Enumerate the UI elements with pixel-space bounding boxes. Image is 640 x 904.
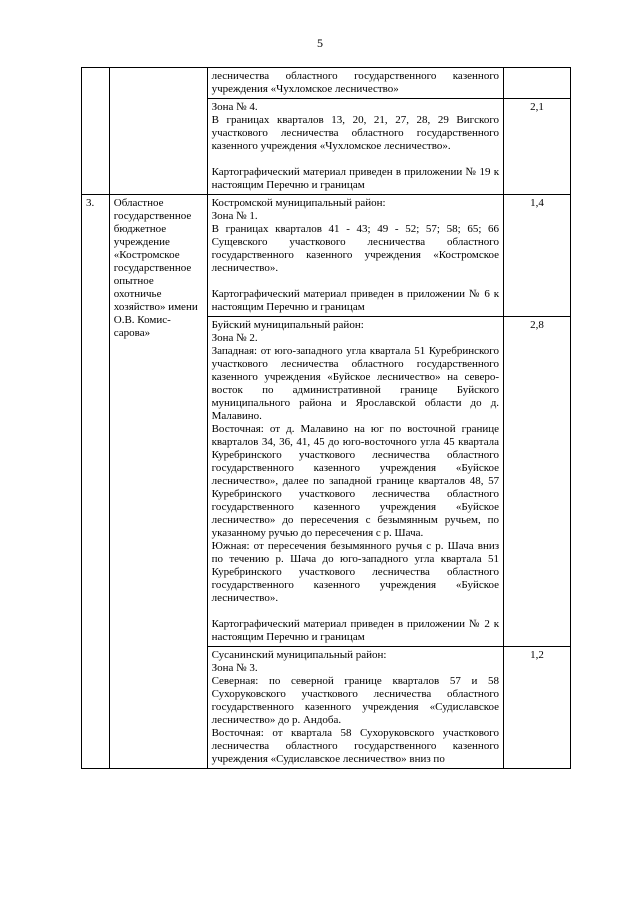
zone-description-cell xyxy=(207,647,503,769)
zone-description-cell xyxy=(207,68,503,99)
zone-south-boundary: Южная: от пересечения безымянного ручья с р. Шача вниз по течению р. Шача до юго-западного угла квартала 51 Куребринского участкового лесничества областного государственного казенного учреждения «Буйское лесничество». xyxy=(211,540,500,604)
zone-title: Зона № 4. xyxy=(211,101,258,113)
district-title: Буйский муниципальный район: xyxy=(211,319,364,331)
organization-cell xyxy=(109,68,207,195)
page-number: 5 xyxy=(317,36,323,50)
zone-description-cell xyxy=(207,195,503,317)
paragraph-gap xyxy=(212,605,499,618)
table-row xyxy=(82,68,571,99)
zone-description-cell xyxy=(207,99,503,195)
zone-title: Зона № 2. xyxy=(211,332,258,344)
map-reference: Картографический материал приведен в приложении № 6 к настоящим Перечню и границам xyxy=(211,288,500,313)
zone-description-cell xyxy=(207,317,503,647)
zone-title: Зона № 3. xyxy=(211,662,258,674)
zone-north-boundary: Северная: по северной границе кварталов 57 и 58 Сухоруковского участкового лесничества областного государственного казенного учреждения «Судиславское лесничество» до р. Андоба. xyxy=(211,675,500,726)
zone-area-cell: 2,1 xyxy=(504,99,571,195)
table-row xyxy=(82,195,571,317)
zone-west-boundary: Западная: от юго-западного угла квартала 51 Куребринского участкового лесничества областного государственного казенного учреждения «Буйское лесничество» на северо-восток по административной границе Буйского муниципального района и Ярославской области до д. Малавино. xyxy=(211,345,500,422)
row-number-cell: 3. xyxy=(82,195,110,769)
zone-text-line: В границах кварталов 13, 20, 21, 27, 28, 29 Вигского участкового лесничества областного государственного казенного учреждения «Чухломское лесничество». xyxy=(211,114,500,152)
district-title: Сусанинский муниципальный район: xyxy=(211,649,387,661)
zone-area-cell xyxy=(504,68,571,99)
row-number-cell xyxy=(82,68,110,195)
zone-text-line: лесничества областного государственного казенного учреждения «Чухломское лесничество» xyxy=(211,70,500,95)
paragraph-gap xyxy=(212,153,499,166)
hunting-zones-table xyxy=(81,67,571,769)
zone-text-line: В границах кварталов 41 - 43; 49 - 52; 57; 58; 65; 66 Сущевского участкового лесничества областного государственного казенного учреждения «Костромское лесничество». xyxy=(211,223,500,274)
map-reference: Картографический материал приведен в приложении № 2 к настоящим Перечню и границам xyxy=(211,618,500,643)
map-reference: Картографический материал приведен в приложении № 19 к настоящим Перечню и границам xyxy=(211,166,500,191)
zone-area-cell: 1,2 xyxy=(504,647,571,769)
zone-east-boundary: Восточная: от д. Малавино на юг по восточной границе кварталов 34, 36, 41, 45 до юго-восточного угла 45 квартала Куребринского участкового лесничества областного государственного казенного учреждения «Буйское лесничество», далее по западной границе кварталов 48, 57 Куребринского участкового лесничества областного государственного казенного учреждения «Буйское лесничество» до пересечения с безымянным ручьем, по указанному ручью до пересечения с р. Шача. xyxy=(211,423,500,539)
zone-title: Зона № 1. xyxy=(211,210,258,222)
organization-cell: Областное государственное бюджетное учреждение «Костромское государственное опытное охотничье хозяйство» имени О.В. Комис-сарова» xyxy=(109,195,207,769)
zone-area-cell: 1,4 xyxy=(504,195,571,317)
district-title: Костромской муниципальный район: xyxy=(211,197,386,209)
paragraph-gap xyxy=(212,275,499,288)
zone-east-boundary: Восточная: от квартала 58 Сухоруковского участкового лесничества областного государственного казенного учреждения «Судиславское лесничество» вниз по xyxy=(211,727,500,765)
zone-area-cell: 2,8 xyxy=(504,317,571,647)
